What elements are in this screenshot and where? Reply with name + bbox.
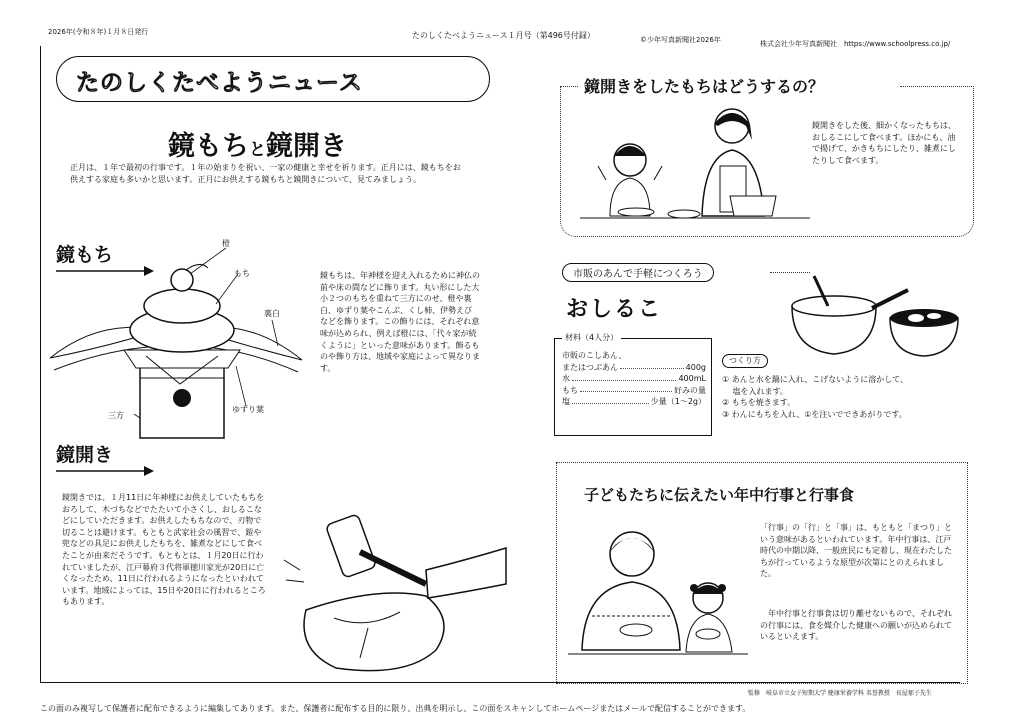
ingredient-row [562,385,706,397]
events-title: 子どもたちに伝えたい年中行事と行事食 [584,486,855,504]
steps-label: つくり方 [722,354,768,368]
kagamibiraki-heading: 鏡開き [56,444,114,466]
label-sanpo: 三方 [108,411,124,420]
ingredient-amount: 少量（1～2g） [650,397,706,407]
credit: 監修 岐阜市立女子短期大学 健康栄養学科 名誉教授 長屋郁子先生 [748,690,932,697]
label-yuzuriha: ゆずり葉 [232,405,264,414]
masthead-title: たのしくたべようニュース [76,70,363,96]
ingredient-name: またはつぶあん [562,362,618,372]
kagamibiraki-body: 鏡開きでは、１月11日に年神様にお供えしていたもちをおろして、木づちなどでたたいて小さくし、おしるこなどにしていただきます。お供えしたもちなので、刃物で切ることは避けます。もともと武家社会の風習で、鎧や兜などの具足にお供えしたもちを、雑煮などにして食べたことが由来だそうです。もともとは、１月20日に行われていましたが、江戸幕府３代将軍徳川家光が20日に亡くなったため、11日に行われるようになったといわれています。地域によっては、15日や20日に行われるところもあります。 [62,493,266,607]
ingredient-row [562,396,706,408]
ingredient-name: 塩 [562,397,570,407]
title-kagamibiraki: 鏡開き [266,131,347,162]
ingredients-list [562,350,706,408]
title-to: と [249,140,266,160]
after-heading: 鏡開きをしたもちはどうするの？ [584,77,825,96]
issue-date: 2026年(令和８年)１月８日発行 [48,28,149,36]
mallet-illustration [276,500,512,678]
step-item: 塩を入れます。 [722,386,788,396]
events-body-2: 年中行事と行事食は切り離せないもので、それぞれの行事には、食を媒介した健康への願いが込められているといえます。 [760,609,952,642]
heading-arrow-icon [56,462,156,480]
ingredient-row [562,362,706,374]
article-intro: 正月は、１年で最初の行事です。１年の始まりを祝い、一家の健康と幸せを祈ります。正月には、鏡もちをお供えする家庭も多いかと思います。正月にお供えする鏡もちと鏡開きについて、見てみましょう。 [70,163,461,184]
steps-list [722,374,908,420]
ingredients-label: 材料（4人分） [562,332,621,344]
recipe-title: おしるこ [566,297,663,322]
oshiruko-pot-illustration [778,266,968,362]
kagamimochi-heading: 鏡もち [56,244,114,266]
events-body: 「行事」の「行」と「事」は、もともと「まつり」という意味があるといわれています。年中行事は、江戸時代の中期以降、一般庶民にも定着し、現在わたしたちが行っているような原型が次第にとのえられました。 [760,523,952,579]
cooking-family-illustration [580,96,810,232]
label-urajiro: 裏白 [264,309,280,318]
ingredient-name: 水 [562,374,570,384]
publisher-url: 株式会社少年写真新聞社 https://www.schoolpress.co.jp/ [760,40,951,48]
newsletter-issue: たのしくたべようニュース１月号（第496号付録） [412,31,595,40]
label-daidai: 橙 [222,239,230,248]
title-kagamimochi: 鏡もち [168,131,249,162]
ingredient-row [562,373,706,385]
footer-rule [40,682,960,683]
step-item: ① あんと水を鍋に入れ、こげないように溶かして、 [722,375,909,384]
ingredient-name: もち [562,385,578,395]
ingredient-amount: 400g [685,362,706,372]
ingredient-amount: 好みの量 [674,385,706,395]
copyright: ©少年写真新聞社2026年 [640,36,721,44]
article-title [168,124,347,163]
ingredient-amount: 400mL [678,374,706,384]
after-body: 鏡開きをした後、細かくなったもちは、おしるこにして食べます。ほかにも、油で揚げて、かきもちにしたり、雑煮にしたりして食べます。 [812,121,956,165]
kagamimochi-body: 鏡もちは、年神様を迎え入れるために神仏の前や床の間などに飾ります。丸い形にした大小２つのもちを重ねて三方にのせ、橙や裏白、ゆずり葉やこんぶ、くし柿、伊勢えびなどを飾ります。この飾りには、それぞれ意味が込められ、例えば橙には、「代々家が続くように」といった意味があります。飾るものや飾り方は、地域や家庭によって異なります。 [320,271,480,373]
ingredient-name: 市販のこしあん、 [562,351,627,360]
step-item: ③ わんにもちを入れ、①を注いでできあがりです。 [722,409,907,419]
label-mochi: もち [234,269,250,278]
ingredient-row [562,350,706,362]
parent-child-eating-illustration [568,520,748,670]
step-item: ② もちを焼きます。 [722,398,796,408]
footer-note: この面のみ複写して保護者に配布できるように編集してあります。また、保護者に配布する目的に限り、出典を明示し、この面をスキャンしてホームページまたはメールで配信することができます。 [40,704,751,713]
kagamimochi-illustration [40,238,316,450]
recipe-tag: 市販のあんで手軽につくろう [562,263,714,282]
